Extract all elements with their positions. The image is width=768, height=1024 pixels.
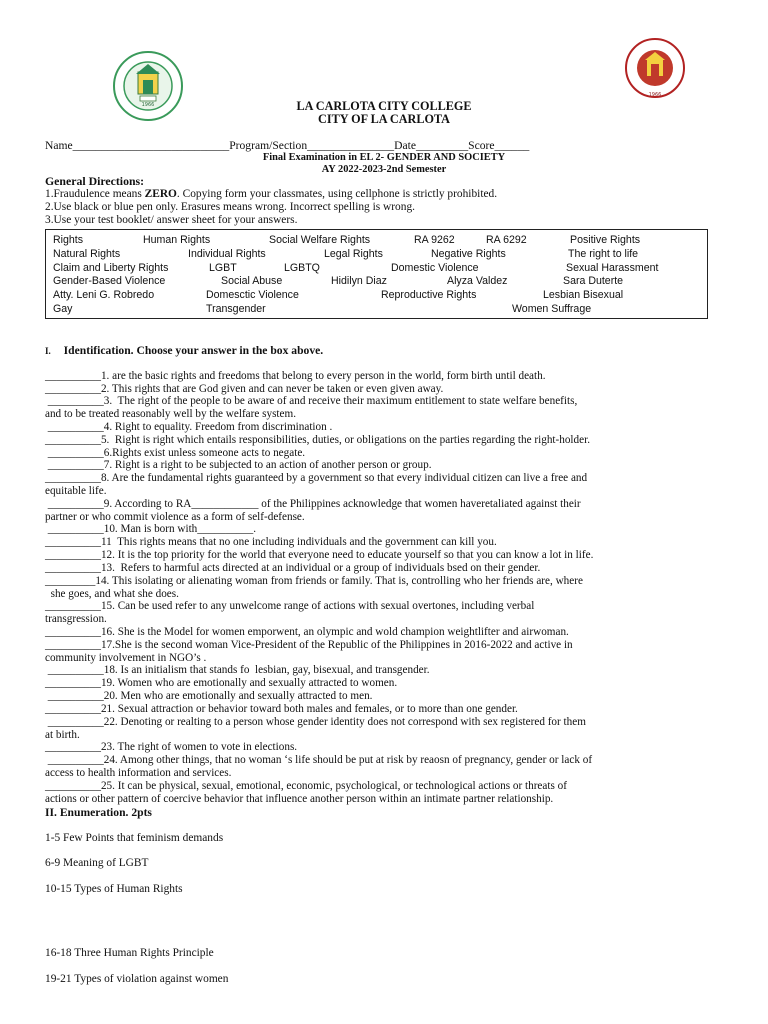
choice-word: Hidilyn Diaz [331,275,387,287]
direction-1 [45,188,497,201]
enumeration-item: 6-9 Meaning of LGBT [45,857,149,869]
question-24: __________24. Among other things, that no woman ‘s life should be put at risk by reaosn of pregnancy, gender or lack of access to health information and services. [45,754,593,779]
choice-word: RA 9262 [414,234,455,246]
part1-title: Identification. Choose your answer in the box above. [63,344,324,357]
enumeration-item: 1-5 Few Points that feminism demands [45,832,224,844]
college-name: LA CARLOTA CITY COLLEGE [296,99,472,113]
right-seal-year: 1966 [648,92,662,98]
academic-term: AY 2022-2023-2nd Semester [321,164,447,175]
left-seal-year: 1966 [141,102,155,108]
enumeration-item: 19-21 Types of violation against women [45,973,229,985]
choice-word: Natural Rights [53,248,121,260]
choice-word: Individual Rights [188,248,266,260]
question-12: __________12. It is the top priority for the world that everyone need to educate yourself so that you can know a lot in life. [45,549,594,561]
direction-1-emphasis: ZERO [144,188,177,200]
choice-word: Legal Rights [324,248,383,260]
part2-title: II. Enumeration. 2pts [45,806,152,819]
choice-word: Sara Duterte [563,275,624,287]
question-7: __________7. Right is a right to be subjected to an action of another person or group. [45,459,432,471]
question-21: __________21. Sexual attraction or behavior toward both males and females, or to more than one gender. [45,703,518,715]
question-22: __________22. Denoting or realting to a person whose gender identity does not correspond with sex registered for them at birth. [45,716,586,741]
choice-word: Women Suffrage [512,303,592,315]
question-3: __________3. The right of the people to be aware of and receive their maximum entitlement to state welfare benefits, and to be treated reasonably well by the welfare system. [45,395,578,420]
choice-word: Domestic Violence [391,262,479,274]
choice-word: LGBTQ [284,262,320,274]
question-15: __________15. Can be used refer to any unwelcome range of actions with sexual overtones, including verbal transgression. [45,600,535,625]
question-18: __________18. Is an initialism that stands fo lesbian, gay, bisexual, and transgender. [45,664,430,676]
choice-word: Rights [53,234,84,246]
choice-word: Human Rights [143,234,211,246]
question-25: __________25. It can be physical, sexual, emotional, economic, psychological, or technological actions or threats of actions or other pattern of coercive behavior that influence another person within an intimate partner relationship. [45,780,567,805]
choice-word: Sexual Harassment [566,262,659,274]
choice-word: LGBT [209,262,237,274]
choice-word: The right to life [568,248,639,260]
enumeration-item: 16-18 Three Human Rights Principle [45,947,214,959]
question-23: __________23. The right of women to vote in elections. [45,741,298,753]
city-name: CITY OF LA CARLOTA [318,112,450,126]
question-19: __________19. Women who are emotionally and sexually attracted to women. [45,677,398,689]
choice-word: Transgender [206,303,266,315]
direction-1-pre: 1.Fraudulence means [45,188,145,200]
choice-word: Alyza Valdez [447,275,508,287]
question-8: __________8. Are the fundamental rights guaranteed by a government so that every individual citizen can live a free and equitable life. [45,472,588,497]
student-info-line[interactable]: Name___________________________Program/Section_______________Date_________Score______ [45,139,530,152]
question-20: __________20. Men who are emotionally and sexually attracted to men. [45,690,373,702]
choice-word: RA 6292 [486,234,527,246]
choice-word: Gay [53,303,73,315]
choice-word: Positive Rights [570,234,641,246]
choice-word: Atty. Leni G. Robredo [53,289,155,301]
choice-word: Lesbian Bisexual [543,289,624,301]
question-16: __________16. She is the Model for women emporwent, an olympic and wold champion weightlifter and airwoman. [45,626,569,638]
question-5: __________5. Right is right which entails responsibilities, duties, or obligations on the parties regarding the right-holder. [45,434,591,446]
choice-word: Negative Rights [431,248,506,260]
right-college-seal [610,36,700,100]
question-4: __________4. Right to equality. Freedom from discrimination . [45,421,333,433]
question-14: _________14. This isolating or alienating woman from friends or family. That is, controlling who her friends are, where she goes, and what she does. [45,575,583,600]
direction-3: 3.Use your test booklet/ answer sheet for your answers. [45,214,298,226]
question-13: __________13. Refers to harmful acts directed at an individual or a group of individuals bsed on their gender. [45,562,541,574]
choice-word: Claim and Liberty Rights [53,262,169,274]
question-11: __________11 This rights means that no one including individuals and the government can kill you. [45,536,497,548]
choice-word: Social Welfare Rights [269,234,371,246]
question-9: __________9. According to RA____________ of the Philippines acknowledge that women haveretaliated against their partner or who commit violence as a form of self-defense. [45,498,581,523]
part1-numeral: I. [45,346,51,356]
question-2: __________2. This rights that are God given and can never be taken or even given away. [45,383,444,395]
answer-choices-box [45,229,708,319]
question-10: __________10. Man is born with__________. [45,523,257,535]
enumeration-item: 10-15 Types of Human Rights [45,883,183,895]
direction-2: 2.Use black or blue pen only. Erasures means wrong. Incorrect spelling is wrong. [45,201,415,213]
directions-title: General Directions: [45,174,145,188]
choice-word: Social Abuse [221,275,283,287]
choice-word: Reproductive Rights [381,289,477,301]
choice-word: Domesctic Violence [206,289,299,301]
question-17: __________17.She is the second woman Vice-President of the Republic of the Philippines in 2016-2022 and active in community involvement in NGO’s . [45,639,573,664]
direction-1-post: . Copying form your classmates, using cellphone is strictly prohibited. [176,188,498,200]
question-1: __________1. are the basic rights and freedoms that belong to every person in the world, form birth until death. [45,370,546,382]
question-6: __________6.Rights exist unless someone acts to negate. [45,447,306,459]
exam-title: Final Examination in EL 2- GENDER AND SOCIETY [262,152,506,163]
part1-heading [45,344,323,358]
choice-word: Gender-Based Violence [53,275,166,287]
